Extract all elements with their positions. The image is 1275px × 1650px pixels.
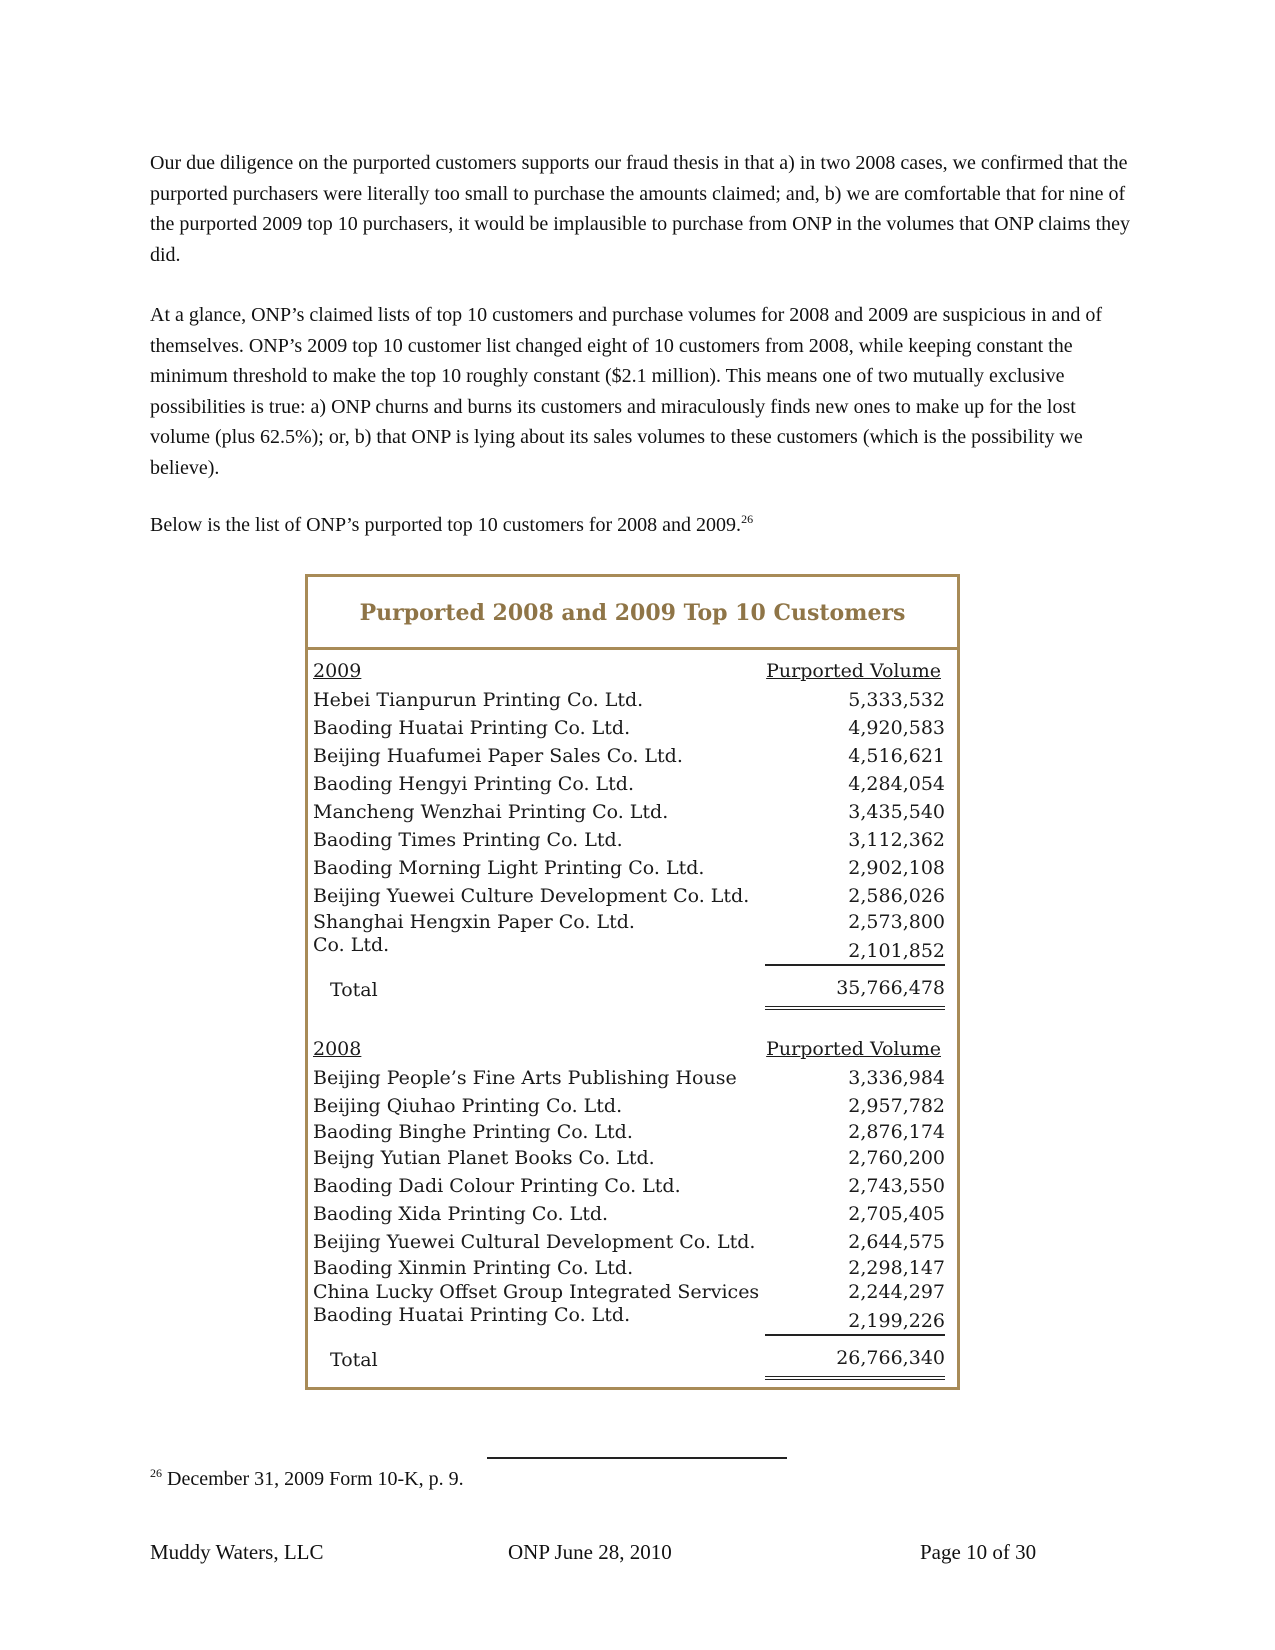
total-label: Total <box>330 1349 378 1371</box>
purported-volume: 2,101,852 <box>765 934 945 966</box>
customer-name: Beijing Yuewei Cultural Development Co. Ltd. <box>313 1231 756 1253</box>
table-row <box>313 742 945 770</box>
table-row <box>313 1144 945 1172</box>
customer-name: Beijing People’s Fine Arts Publishing House <box>313 1067 737 1089</box>
customer-name: Baoding Times Printing Co. Ltd. <box>313 829 623 851</box>
table-row <box>313 1064 945 1092</box>
purported-volume: 2,586,026 <box>848 885 945 907</box>
purported-volume: 3,112,362 <box>848 829 945 851</box>
customer-name: Beijing Qiuhao Printing Co. Ltd. <box>313 1095 623 1117</box>
table-row <box>313 1228 945 1256</box>
section-2008-header <box>313 1032 945 1064</box>
customer-name: Baoding Dadi Colour Printing Co. Ltd. <box>313 1175 681 1197</box>
purported-volume: 2,244,297 <box>848 1281 945 1303</box>
customer-name: Shanghai Hengxin Paper Co. Ltd. <box>313 911 635 933</box>
table-row <box>313 1172 945 1200</box>
purported-volume-header: Purported Volume <box>766 1038 941 1060</box>
customer-name: Baoding Huatai Printing Co. Ltd. <box>313 717 631 739</box>
purported-volume: 2,644,575 <box>848 1231 945 1253</box>
customer-name: Baoding Xida Printing Co. Ltd. <box>313 1203 609 1225</box>
total-row-2009 <box>313 970 945 1008</box>
paragraph-list-intro <box>150 510 1135 541</box>
table-row <box>313 1304 945 1332</box>
total-value: 35,766,478 <box>765 970 945 1010</box>
customer-name: Beijng Yutian Planet Books Co. Ltd. <box>313 1147 655 1169</box>
footnote <box>150 1468 464 1491</box>
table-row <box>313 826 945 854</box>
table-row <box>313 714 945 742</box>
customer-name: Co. Ltd. <box>313 934 390 956</box>
purported-volume: 4,516,621 <box>848 745 945 767</box>
customer-name: Baoding Morning Light Printing Co. Ltd. <box>313 857 705 879</box>
table-row <box>313 686 945 714</box>
purported-volume: 4,920,583 <box>848 717 945 739</box>
footnote-divider <box>487 1457 787 1459</box>
footer-author: Muddy Waters, LLC <box>150 1540 324 1564</box>
customer-name: Baoding Binghe Printing Co. Ltd. <box>313 1121 633 1143</box>
purported-volume: 2,573,800 <box>848 911 945 933</box>
customer-name: Beijing Yuewei Culture Development Co. Ltd. <box>313 885 750 907</box>
purported-volume: 2,298,147 <box>848 1257 945 1279</box>
table-row <box>313 798 945 826</box>
table-row <box>313 1120 945 1144</box>
table-row <box>313 1200 945 1228</box>
purported-volume: 2,760,200 <box>848 1147 945 1169</box>
purported-volume: 3,336,984 <box>848 1067 945 1089</box>
table-title: Purported 2008 and 2009 Top 10 Customers <box>308 577 957 650</box>
purported-volume: 2,199,226 <box>765 1304 945 1336</box>
paragraph-due-diligence: Our due diligence on the purported customers supports our fraud thesis in that a) in two 2008 cases, we confirmed that the purported purchasers were literally too small to purchase the amounts claimed; and, b) we are comfortable that for nine of the purported 2009 top 10 purchasers, it would be implausible to purchase from ONP in the volumes that ONP claims they did. <box>150 152 1131 266</box>
table-row <box>313 1280 945 1304</box>
table-row <box>313 854 945 882</box>
customer-name: Baoding Xinmin Printing Co. Ltd. <box>313 1257 634 1279</box>
table-row <box>313 1092 945 1120</box>
table-row <box>313 882 945 910</box>
customer-name: Hebei Tianpurun Printing Co. Ltd. <box>313 689 644 711</box>
top-customers-table <box>305 574 960 1390</box>
customer-name: Mancheng Wenzhai Printing Co. Ltd. <box>313 801 669 823</box>
list-intro-text: Below is the list of ONP’s purported top 10 customers for 2008 and 2009. <box>150 514 742 536</box>
table-row <box>313 770 945 798</box>
purported-volume: 2,876,174 <box>848 1121 945 1143</box>
purported-volume: 4,284,054 <box>848 773 945 795</box>
total-value: 26,766,340 <box>765 1340 945 1380</box>
section-year-label: 2008 <box>313 1038 362 1060</box>
total-row-2008 <box>313 1340 945 1378</box>
footer-title-date: ONP June 28, 2010 <box>508 1540 672 1564</box>
footer-page-number: Page 10 of 30 <box>920 1540 1037 1564</box>
footnote-reference[interactable]: 26 <box>741 512 754 526</box>
purported-volume: 2,957,782 <box>848 1095 945 1117</box>
purported-volume: 3,435,540 <box>848 801 945 823</box>
total-label: Total <box>330 979 378 1001</box>
section-2009-header <box>313 654 945 686</box>
purported-volume-header: Purported Volume <box>766 660 941 682</box>
customer-name: Baoding Huatai Printing Co. Ltd. <box>313 1304 631 1326</box>
purported-volume: 2,743,550 <box>848 1175 945 1197</box>
table-row <box>313 934 945 962</box>
section-2008 <box>308 1032 957 1378</box>
footnote-text: December 31, 2009 Form 10-K, p. 9. <box>167 1468 464 1490</box>
customer-name: Baoding Hengyi Printing Co. Ltd. <box>313 773 634 795</box>
section-year-label: 2009 <box>313 660 362 682</box>
customer-name: Beijing Huafumei Paper Sales Co. Ltd. <box>313 745 683 767</box>
purported-volume: 2,705,405 <box>848 1203 945 1225</box>
table-row <box>313 910 945 934</box>
section-2009 <box>308 654 957 1008</box>
footnote-number: 26 <box>150 1466 162 1480</box>
purported-volume: 5,333,532 <box>848 689 945 711</box>
purported-volume: 2,902,108 <box>848 857 945 879</box>
paragraph-at-a-glance: At a glance, ONP’s claimed lists of top 10 customers and purchase volumes for 2008 and 2009 are suspicious in and of themselves. ONP’s 2009 top 10 customer list changed eight of 10 customers from 2008, while keeping constant the minimum threshold to make the top 10 roughly constant ($2.1 million). This means one of two mutually exclusive possibilities is true: a) ONP churns and burns its customers and miraculously finds new ones to make up for the lost volume (plus 62.5%); or, b) that ONP is lying about its sales volumes to these customers (which is the possibility we believe). <box>150 304 1103 479</box>
table-row <box>313 1256 945 1280</box>
customer-name: China Lucky Offset Group Integrated Services <box>313 1281 760 1303</box>
